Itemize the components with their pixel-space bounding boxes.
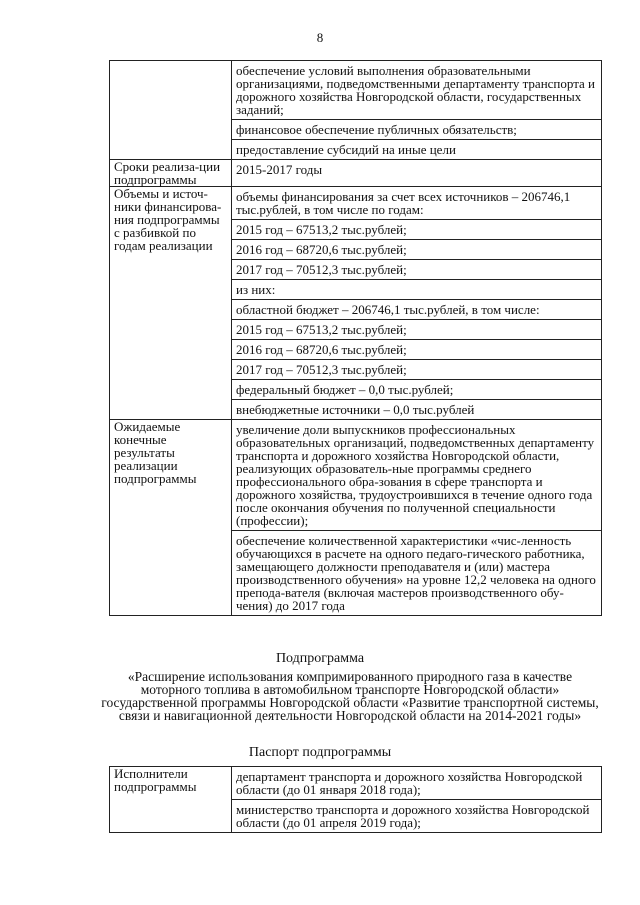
row-label-results: Ожидаемые конечные результаты реализации подпрограммы	[110, 420, 232, 616]
table-row	[110, 420, 602, 616]
row-label-executors: Исполнители подпрограммы	[110, 767, 232, 833]
page-number: 8	[316, 30, 324, 45]
row-content-funding	[232, 187, 602, 420]
list-item: 2016 год – 68720,6 тыс.рублей;	[232, 240, 601, 260]
list-item: увеличение доли выпускников профессиональных образовательных организаций, подведомственных департаменту транспорта и дорожного хозяйства Новгородской области, реализующих образователь-ные программы среднего профессионального обра-зования в сфере транспорта и дорожного хозяйства, трудоустроившихся в течение одного года после окончания обучения по полученной специальности (профессии);	[232, 420, 601, 531]
list-item: областной бюджет – 206746,1 тыс.рублей, в том числе:	[232, 300, 601, 320]
row-label-empty	[110, 61, 232, 160]
list-item: 2016 год – 68720,6 тыс.рублей;	[232, 340, 601, 360]
list-item: федеральный бюджет – 0,0 тыс.рублей;	[232, 380, 601, 400]
list-item: 2017 год – 70512,3 тыс.рублей;	[232, 360, 601, 380]
subprogram-title: «Расширение использования компримированного природного газа в качестве моторного топлива в автомобильном транспорте Новгородской области» государственной программы Новгородской области «Развитие транспортной системы, связи и навигационной деятельности Новгородской области на 2014-2021 годы»	[101, 669, 599, 723]
list-item: департамент транспорта и дорожного хозяйства Новгородской области (до 01 января 2018 года);	[232, 767, 601, 800]
passport-heading: Паспорт подпрограммы	[248, 745, 392, 760]
list-item: из них:	[232, 280, 601, 300]
row-content-timeframe	[232, 160, 602, 187]
table-row	[110, 767, 602, 833]
subprogram-heading: Подпрограмма	[275, 651, 365, 666]
table-row	[110, 160, 602, 187]
passport-table-continued	[109, 60, 602, 616]
table-row	[110, 61, 602, 160]
row-label-funding: Объемы и источ-ники финансирова-ния подпрограммы с разбивкой по годам реализации	[110, 187, 232, 420]
list-item: 2015 год – 67513,2 тыс.рублей;	[232, 320, 601, 340]
list-item: обеспечение количественной характеристики «чис-ленность обучающихся в расчете на одного педаго-гического работника, замещающего должности преподавателя и (или) мастера производственного обучения» на уровне 12,2 человека на одного препода-вателя (включая мастеров производственного обу-чения) до 2017 года	[236, 533, 596, 613]
row-label-timeframe: Сроки реализа-ции подпрограммы	[110, 160, 232, 187]
table-row	[110, 187, 602, 420]
passport-table	[109, 766, 602, 833]
list-item: обеспечение условий выполнения образовательными организациями, подведомственными департаменту транспорта и дорожного хозяйства Новгородской области, государственных заданий;	[232, 61, 601, 120]
row-content-executors	[232, 767, 602, 833]
list-item: предоставление субсидий на иные цели	[236, 142, 456, 157]
list-item: 2015 год – 67513,2 тыс.рублей;	[232, 220, 601, 240]
list-item: финансовое обеспечение публичных обязательств;	[232, 120, 601, 140]
row-content-tasks	[232, 61, 602, 160]
list-item: объемы финансирования за счет всех источников – 206746,1 тыс.рублей, в том числе по годам:	[232, 187, 601, 220]
list-item: министерство транспорта и дорожного хозяйства Новгородской области (до 01 апреля 2019 года);	[236, 802, 590, 830]
list-item: внебюджетные источники – 0,0 тыс.рублей	[236, 402, 475, 417]
list-item: 2017 год – 70512,3 тыс.рублей;	[232, 260, 601, 280]
list-item: 2015-2017 годы	[236, 162, 323, 177]
row-content-results	[232, 420, 602, 616]
